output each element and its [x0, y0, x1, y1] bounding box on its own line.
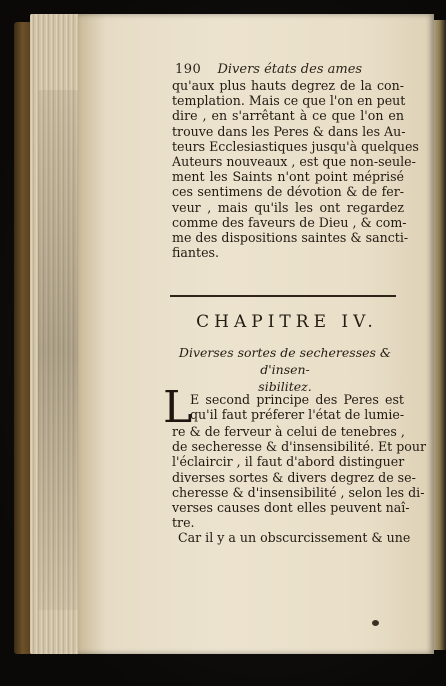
text-line: qu'aux plus hauts degrez de la con- — [172, 78, 404, 93]
text-line: l'éclaircir , il faut d'abord distinguer — [172, 454, 405, 470]
text-line: de secheresse & d'insensibilité. Et pour — [172, 439, 426, 455]
chapter-heading: CHAPITRE IV. — [196, 312, 378, 332]
ink-stain — [372, 620, 379, 626]
text-line: qu'il faut préferer l'état de lumie- — [190, 407, 405, 423]
text-line: ces sentimens de dévotion & de fer- — [172, 184, 404, 200]
text-line: me des dispositions saintes & sancti- — [172, 230, 409, 246]
text-line: verses causes dont elles peuvent naî- — [172, 500, 410, 516]
page-number: 190 — [175, 62, 202, 77]
subtitle-line: sibilitez. — [258, 379, 312, 394]
text-line: trouve dans les Peres & dans les Au- — [172, 123, 406, 139]
section-rule — [170, 295, 396, 297]
text-line: Car il y a un obscurcissement & une — [178, 530, 411, 546]
paragraph-main — [172, 424, 426, 546]
text-line: dire , en s'arrêtant à ce que l'on en — [172, 108, 404, 124]
running-header — [175, 62, 395, 77]
text-line: fiantes. — [172, 245, 219, 261]
text-line: veur , mais qu'ils les ont regardez — [172, 199, 404, 215]
text-line: cheresse & d'insensibilité , selon les di- — [172, 484, 425, 500]
text-line: re & de ferveur à celui de tenebres , — [172, 424, 405, 439]
paragraph-continued — [172, 78, 419, 261]
text-line: E second principe des Peres est — [190, 392, 404, 407]
subtitle-line: Diverses sortes de secheresses & d'insen- — [178, 345, 392, 377]
text-line: teurs Ecclesiastiques jusqu'à quelques — [172, 138, 419, 154]
paragraph-dropcap-lines — [190, 392, 404, 422]
text-line: diverses sortes & divers degrez de se- — [172, 469, 416, 485]
text-line: templation. Mais ce que l'on en peut — [172, 93, 406, 109]
chapter-subtitle — [170, 344, 400, 395]
text-line: ment les Saints n'ont point méprisé — [172, 169, 404, 185]
drop-cap: L — [163, 382, 193, 433]
running-title: Divers états des ames — [217, 62, 363, 77]
text-line: tre. — [172, 515, 195, 531]
text-line: comme des faveurs de Dieu , & com- — [172, 214, 407, 230]
text-line: Auteurs nouveaux , est que non-seule- — [172, 154, 416, 170]
